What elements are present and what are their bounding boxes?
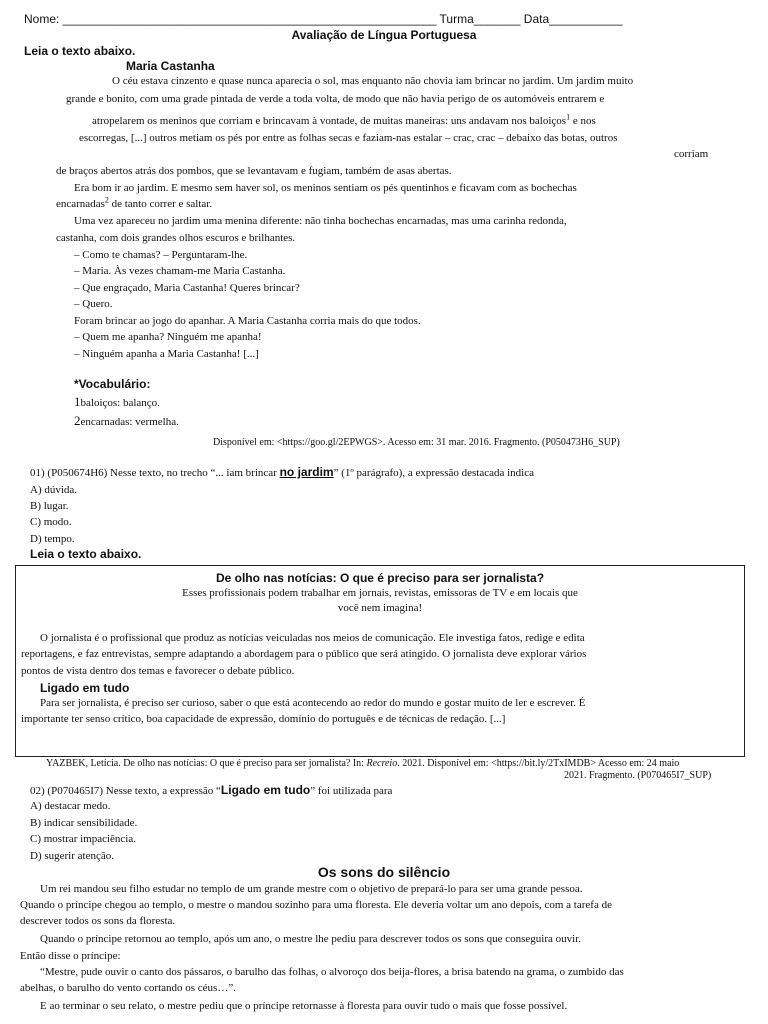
- article-text-line: O jornalista é o profissional que produz as notícias veiculadas nos meios de comunicação. Ele investiga fatos, redige e edita: [40, 632, 585, 644]
- dialogue-line: – Maria. Às vezes chamam-me Maria Castanha.: [74, 265, 286, 277]
- story2-text-line: Quando o príncipe chegou ao templo, o mestre o mandou sozinho para uma floresta. Ele deveria voltar um ano depois, com a tarefa de: [20, 899, 612, 911]
- story2-text-line: Quando o príncipe retornou ao templo, após um ano, o mestre lhe pediu para descrever todos os sons que conseguira ouvir.: [40, 933, 581, 945]
- footnote-marker: 1: [566, 112, 571, 122]
- dialogue-line: – Quem me apanha? Ninguém me apanha!: [74, 331, 262, 343]
- story-text-line: Era bom ir ao jardim. E mesmo sem haver sol, os meninos sentiam os pés quentinhos e ficavam com as bochechas: [74, 182, 577, 194]
- source-citation: Disponível em: <https://goo.gl/2EPWGS>. Acesso em: 31 mar. 2016. Fragmento. (P050473H6_SUP): [213, 437, 620, 448]
- name-line: Nome: ________________________________________________________ Turma_______ Data___________: [24, 12, 623, 26]
- dialogue-line: – Ninguém apanha a Maria Castanha! [...]: [74, 348, 259, 360]
- highlighted-expression: Ligado em tudo: [220, 783, 311, 797]
- dialogue-line: – Como te chamas? – Perguntaram-lhe.: [74, 249, 248, 261]
- vocabulary-title: *Vocabulário:: [74, 377, 151, 391]
- article-title: De olho nas notícias: O que é preciso para ser jornalista?: [215, 571, 545, 585]
- article-text-line: importante ter senso crítico, boa capacidade de expressão, domínio do português e de técnicas de redação. [...]: [21, 713, 506, 725]
- story2-text-line: Então disse o príncipe:: [20, 950, 121, 962]
- dialogue-line: – Que engraçado, Maria Castanha! Queres brincar?: [74, 282, 300, 294]
- highlighted-expression: no jardim: [279, 465, 334, 479]
- article-subtitle: você nem imagina!: [337, 602, 423, 614]
- question-1-option-d[interactable]: D) tempo.: [30, 533, 75, 545]
- question-1-option-b[interactable]: B) lugar.: [30, 500, 69, 512]
- story2-text-line: abelhas, o barulho do vento cortando os céus…”.: [20, 982, 236, 994]
- question-1-option-c[interactable]: C) modo.: [30, 516, 72, 528]
- story-text-line: castanha, com dois grandes olhos escuros e brilhantes.: [56, 232, 296, 244]
- story-text-line: de braços abertos atrás dos pombos, que se levantavam e fugiam, também de asas abertas.: [56, 165, 452, 177]
- question-2-stem: 02) (P070465I7) Nesse texto, a expressão “Ligado em tudo” foi utilizada para: [30, 783, 393, 797]
- exam-title: Avaliação de Língua Portuguesa: [291, 28, 477, 42]
- question-2-option-c[interactable]: C) mostrar impaciência.: [30, 833, 136, 845]
- story2-text-line: “Mestre, pude ouvir o canto dos pássaros, o barulho das folhas, o alvoroço dos beija-flores, a brisa batendo na grama, o zumbido das: [40, 966, 624, 978]
- story2-text-line: Um rei mandou seu filho estudar no templo de um grande mestre com o objetivo de prepará-lo para ser uma grande pessoa.: [40, 883, 583, 895]
- story-text-line: Uma vez apareceu no jardim uma menina diferente: não tinha bochechas encarnadas, mas uma carinha redonda,: [74, 215, 567, 227]
- story-text-line: corriam: [674, 148, 709, 160]
- footnote-marker: 2: [104, 195, 109, 205]
- dialogue-line: – Quero.: [74, 298, 113, 310]
- question-1-stem: 01) (P050674H6) Nesse texto, no trecho “... iam brincar no jardim” (1º parágrafo), a expressão destacada indica: [30, 465, 534, 479]
- story2-text-line: descrever todos os sons da floresta.: [20, 915, 176, 927]
- section1-instruction: Leia o texto abaixo.: [24, 44, 136, 58]
- section2-instruction: Leia o texto abaixo.: [30, 547, 142, 561]
- story-title: Maria Castanha: [126, 59, 215, 73]
- article-text-line: reportagens, e faz entrevistas, sempre adaptando a abordagem para o público que será atingido. O jornalista deve explorar vários: [21, 648, 587, 660]
- story2-text-line: E ao terminar o seu relato, o mestre pediu que o príncipe retornasse à floresta para ouvir tudo o mais que fosse possível.: [40, 1000, 568, 1012]
- question-2-option-d[interactable]: D) sugerir atenção.: [30, 850, 114, 862]
- story-text-line: atropelarem os meninos que corriam e brincavam à vontade, de muitas maneiras: uns andavam nos baloiços$^1$ e nos: [92, 112, 596, 127]
- question-2-option-b[interactable]: B) indicar sensibilidade.: [30, 817, 138, 829]
- story-text-line: escorregas, [...] outros metiam os pés por entre as folhas secas e faziam-nas estalar – crac, crac – debaixo das botas, outros: [79, 132, 618, 144]
- story-text-line: grande e bonito, com uma grade pintada de verde a toda volta, de modo que não havia perigo de os automóveis entrarem e: [66, 93, 605, 105]
- article-text-line: pontos de vista dentro dos temas e favorecer o debate público.: [21, 665, 295, 677]
- dialogue-line: Foram brincar ao jogo do apanhar. A Maria Castanha corria mais do que todos.: [74, 315, 421, 327]
- story2-title: Os sons do silêncio: [317, 864, 451, 880]
- article-subheading: Ligado em tudo: [40, 681, 130, 695]
- article-text-line: Para ser jornalista, é preciso ser curioso, saber o que está acontecendo ao redor do mundo e gostar muito de ler e escrever. É: [40, 697, 586, 709]
- vocabulary-item: 1baloiços: balanço.: [74, 394, 160, 409]
- story-text-line: encarnadas$^2$ de tanto correr e saltar.: [56, 195, 213, 210]
- source-citation: 2021. Fragmento. (P070465I7_SUP): [564, 770, 712, 781]
- article-subtitle: Esses profissionais podem trabalhar em jornais, revistas, emissoras de TV e em locais que: [182, 587, 578, 599]
- question-2-option-a[interactable]: A) destacar medo.: [30, 800, 111, 812]
- story-text-line: O céu estava cinzento e quase nunca aparecia o sol, mas enquanto não chovia iam brincar no jardim. Um jardim muito: [112, 75, 634, 87]
- question-1-option-a[interactable]: A) dúvida.: [30, 484, 78, 496]
- vocabulary-item: 2encarnadas: vermelha.: [74, 413, 179, 428]
- source-citation: YAZBEK, Letícia. De olho nas notícias: O que é preciso para ser jornalista? In: Recreio. 2021. Disponível em: <https://bit.ly/2TxIMDB> Acesso em: 24 maio: [46, 758, 680, 769]
